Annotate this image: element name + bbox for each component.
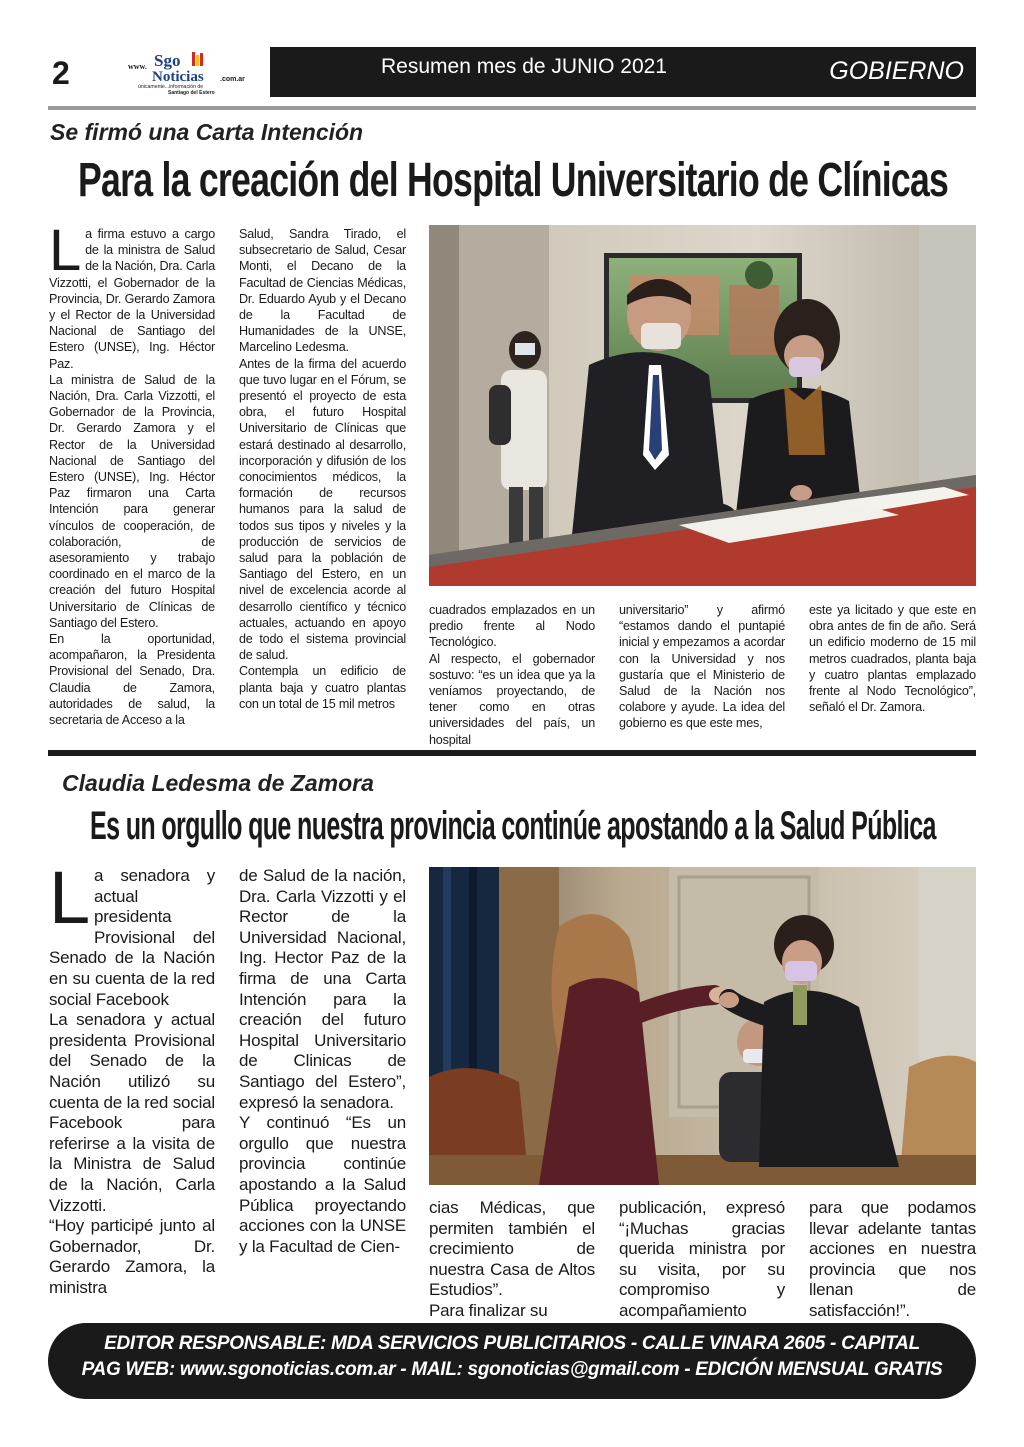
signing-photo-illustration (429, 225, 976, 586)
paragraph: a firma estuvo a cargo de la ministra de Salud de la Nación, Dra. Carla Vizzotti, el Gobernador de la Provincia, Dr. Gerardo Zamora y el Rector de la Universidad Nacional de Santiago del Estero (UNSE), Ing. Héctor Paz. (49, 227, 215, 371)
paragraph: “Hoy participé junto al Gobernador, Dr. Gerardo Zamora, la ministra (49, 1216, 215, 1297)
greeting-photo-illustration (429, 867, 976, 1185)
paragraph: cuadrados emplazados en un predio frente al Nodo Tecnológico. (429, 603, 595, 650)
article1-dropcap: L (49, 218, 82, 283)
header-bar (270, 47, 976, 97)
paragraph: La ministra de Salud de la Nación, Dra. Carla Vizzotti, el Gobernador de la Provincia, Dr. Gerardo Zamora y el Rector de la Universidad Nacional de Santiago del Estero (UNSE), Ing. Héctor Paz firmaron una Carta Intención para generar vínculos de cooperación, de colaboración, de asesoramiento y trabajo coordinado en el marco de la creación del futuro Hospital Universitario de Clínicas de Santiago del Estero. (49, 372, 215, 630)
article1-column-5 (809, 602, 976, 738)
article-divider (48, 750, 976, 756)
article2-column-4 (619, 1198, 785, 1320)
article2-column-2 (239, 866, 406, 1320)
article2-headline: Es un orgullo que nuestra provincia continúe apostando a la Salud Pública (90, 804, 936, 848)
page-header (48, 47, 976, 97)
paragraph: este ya licitado y que este en obra antes de fin de año. Será un edificio moderno de 15 mil metros cuadrados, planta baja y cuatro plantas emplazado frente al Nodo Tecnológico”, señaló el Dr. Zamora. (809, 603, 976, 715)
section-name: GOBIERNO (829, 57, 964, 85)
footer-banner (48, 1323, 976, 1399)
paragraph: Para finalizar su (429, 1300, 548, 1320)
article1-column-3 (429, 602, 595, 747)
paragraph: Contempla un edificio de planta baja y cuatro plantas con un total de 15 mil metros (239, 664, 406, 711)
article1-kicker: Se firmó una Carta Intención (50, 119, 364, 145)
footer-editor-line: EDITOR RESPONSABLE: MDA SERVICIOS PUBLICITARIOS - CALLE VINARA 2605 - CAPITAL (104, 1333, 920, 1354)
logo-suffix: .com.ar (220, 76, 245, 83)
paragraph: Salud, Sandra Tirado, el subsecretario de Salud, Cesar Monti, el Decano de la Facultad de Ciencias Médicas, Dr. Eduardo Ayub y el Decano de la Facultad de Humanidades de la UNSE, Marcelino Ledesma. (239, 227, 406, 355)
page-number: 2 (52, 55, 70, 91)
article2-dropcap: L (49, 856, 90, 939)
article1-column-1 (49, 218, 215, 738)
article1-headline: Para la creación del Hospital Universitario de Clínicas (78, 154, 949, 207)
article2-column-1 (49, 856, 215, 1320)
footer-contact-line: PAG WEB: www.sgonoticias.com.ar - MAIL: sgonoticias@gmail.com - EDICIÓN MENSUAL GRATIS (81, 1359, 943, 1380)
logo-tagline-2: Santiago del Estero (168, 90, 215, 96)
logo-tagline-1: únicamente...información de (138, 84, 204, 90)
paragraph: de Salud de la nación, Dra. Carla Vizzotti y el Rector de la Universidad Nacional, Ing. Hector Paz de la firma de una Carta Intención para la creación del futuro Hospital Universitario de Clinicas de Santiago del Estero”, expresó la senadora. (239, 866, 406, 1112)
paragraph: En la oportunidad, acompañaron, la Presidenta Provisional del Senado, Dra. Claudia de Zamora, autoridades de salud, la secretaria de Acceso a la (49, 632, 215, 728)
paragraph: para que podamos llevar adelante tantas acciones en nuestra provincia que nos llenan de satisfacción!”. (809, 1198, 976, 1320)
logo-brand-top: Sgo (154, 51, 181, 70)
article2-column-3 (429, 1198, 595, 1320)
greeting-photo (429, 867, 976, 1185)
article1-column-4 (619, 602, 785, 738)
issue-title: Resumen mes de JUNIO 2021 (381, 55, 667, 78)
signing-photo (429, 225, 976, 586)
article1-column-2 (239, 226, 406, 738)
paragraph: a senadora y actual presidenta Provisional del Senado de la Nación en su cuenta de la red social Facebook (49, 866, 215, 1009)
paragraph: cias Médicas, que permiten también el crecimiento de nuestra Casa de Altos Estudios”. (429, 1198, 595, 1300)
paragraph: La senadora y actual presidenta Provisional del Senado de la Nación utilizó su cuenta de la red social Facebook para referirse a la visita de la Ministra de Salud de la Nación, Carla Vizzotti. (49, 1010, 215, 1215)
paragraph: publicación, expresó “¡Muchas gracias querida ministra por su visita, por su compromiso y acompañamiento (619, 1198, 785, 1320)
article2-column-5 (809, 1198, 976, 1320)
article2-kicker: Claudia Ledesma de Zamora (62, 770, 374, 796)
paragraph: universitario” y afirmó “estamos dando el puntapié inicial y empezamos a acordar con la Universidad y nos gustaría que el Ministerio de Salud de la Nación nos colabore y ayude. La idea del gobierno es que este mes, (619, 603, 785, 731)
logo-prefix: www. (128, 62, 147, 71)
paragraph: Y continuó “Es un orgullo que nuestra provincia continúe apostando a la Salud Pública proyectando acciones con la UNSE y la Facultad de Cien- (239, 1113, 406, 1256)
paragraph: Al respecto, el gobernador sostuvo: “es un idea que ya la veníamos proyectando, de tener como en otras universidades del país, un hospital (429, 651, 595, 747)
header-rule (48, 106, 976, 110)
paragraph: Antes de la firma del acuerdo que tuvo lugar en el Fórum, se presentó el proyecto de esta obra, el futuro Hospital Universitario de Clínicas que estará destinado al desarrollo, incorporación y difusión de los conocimientos médicos, la formación de recursos humanos para la salud de todos sus tipos y niveles y la producción de servicios de salud para la población de Santiago del Estero, en un nivel de excelencia acorde al desarrollo científico y técnico actuales, actuando en apoyo de todo el sistema provincial de salud. (239, 356, 406, 663)
logo-brand-bottom: Noticias (152, 69, 204, 85)
